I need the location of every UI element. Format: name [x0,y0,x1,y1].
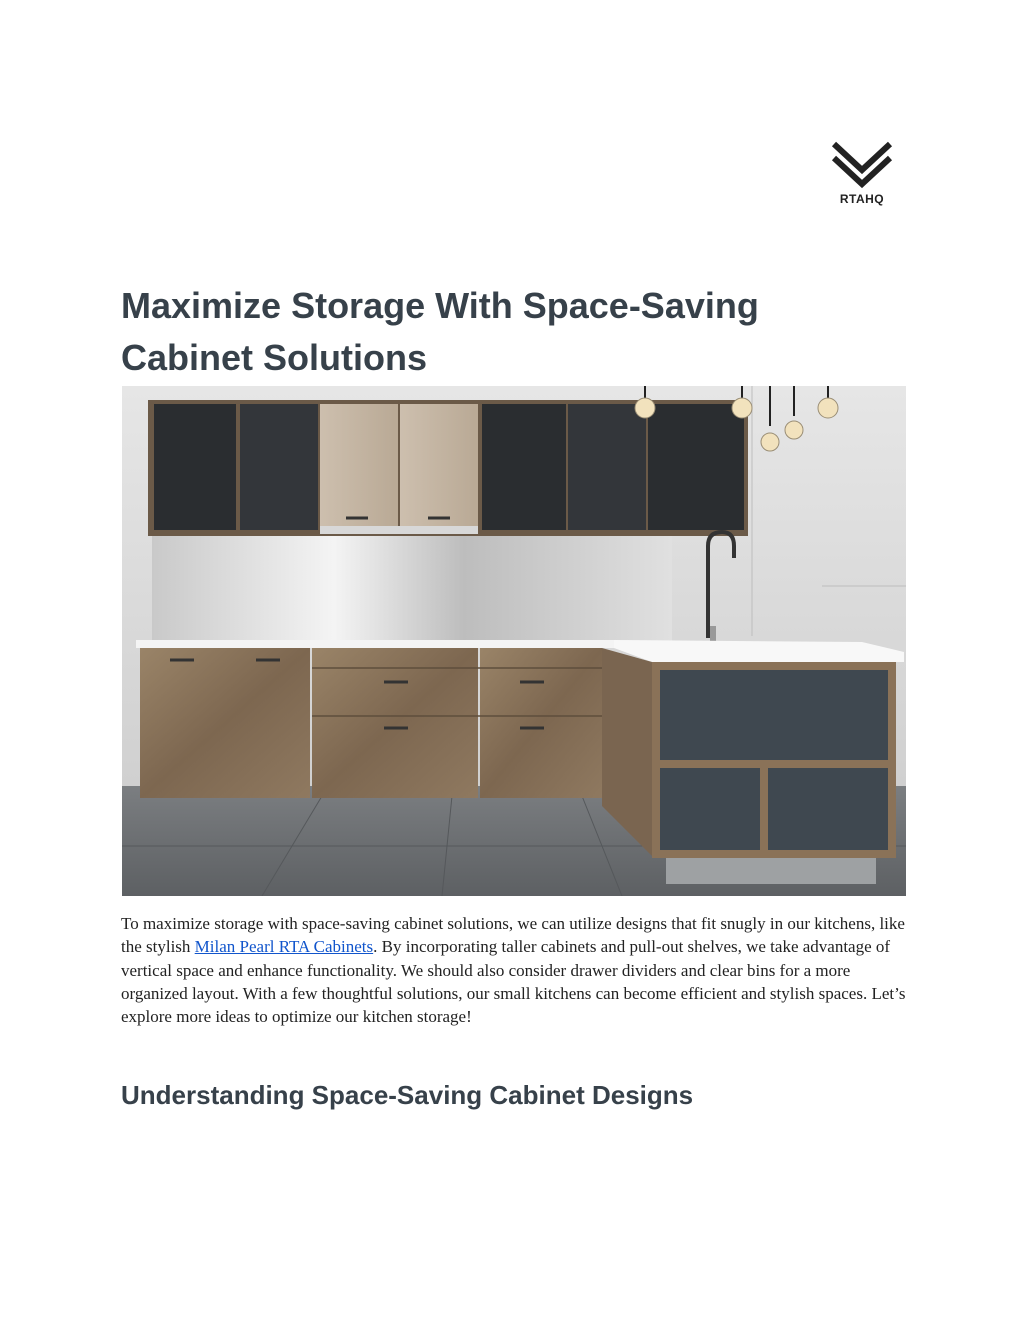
page-title: Maximize Storage With Space-Saving Cabinet Solutions [121,285,759,378]
logo-text: RTAHQ [839,192,885,206]
milan-pearl-rta-cabinets-link[interactable]: Milan Pearl RTA Cabinets [194,937,374,957]
kitchen-photo [122,386,906,896]
intro-paragraph [121,912,911,1028]
intro-text-start: To maximize storage with space-saving cabinet solutions, we can utilize designs that fit snugly in our kitchens, like the stylish [121,914,905,957]
section-heading: Understanding Space-Saving Cabinet Designs [121,1080,694,1110]
intro-text-end: . By incorporating taller cabinets and pull-out shelves, we take advantage of vertical space and enhance functionality. We should also consider drawer dividers and clear bins for a more organized layout. With a few thoughtful solutions, our small kitchens can become efficient and stylish spaces. Let’s explore more ideas to optimize our kitchen storage! [121,937,906,1027]
rtahq-logo[interactable] [826,138,898,210]
double-chevron-icon [826,138,898,192]
